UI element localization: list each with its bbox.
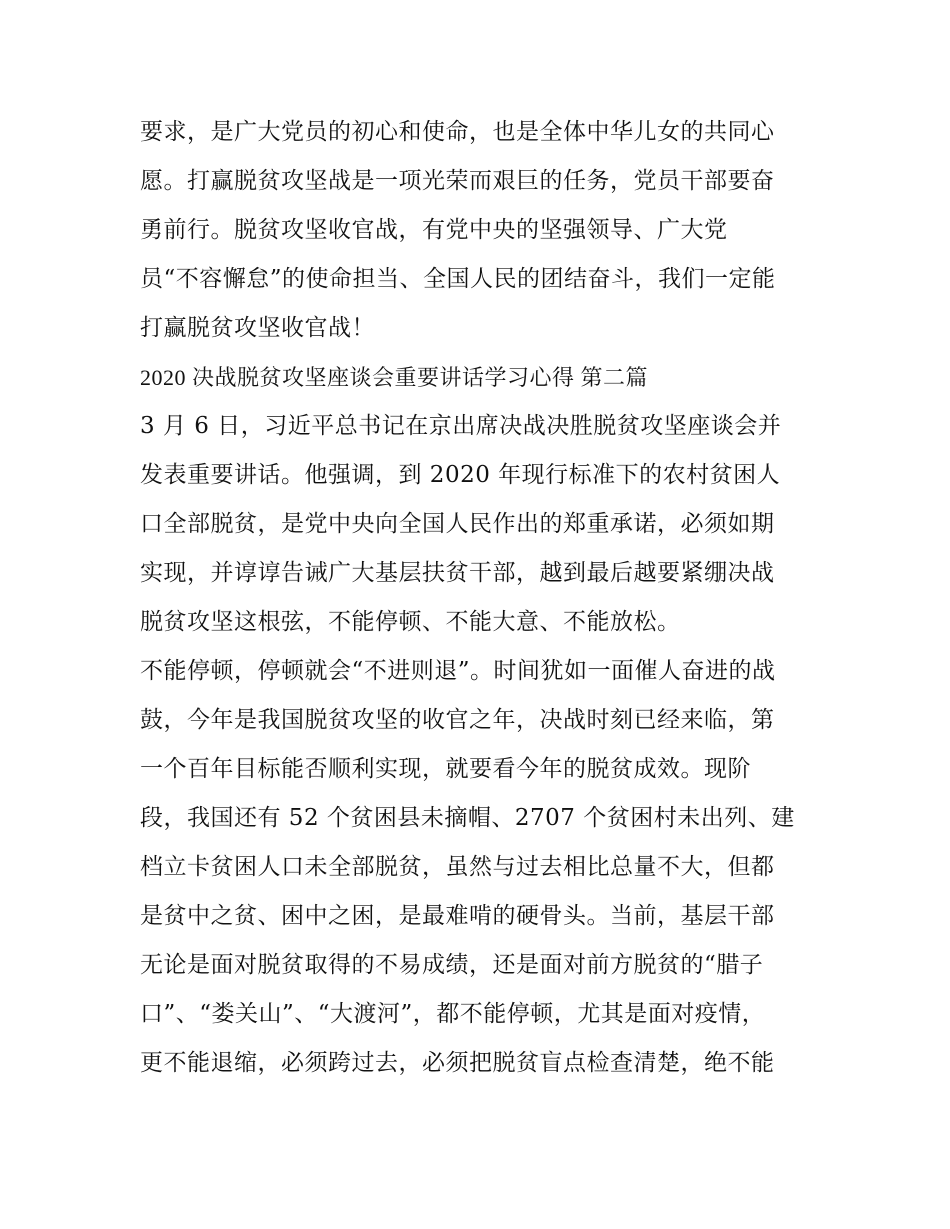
text-line: 段，我国还有 52 个贫困县未摘帽、2707 个贫困村未出列、建 xyxy=(140,805,795,831)
text-line: 一个百年目标能否顺利实现，就要看今年的脱贫成效。现阶 xyxy=(140,756,751,782)
text-line: 愿。打赢脱贫攻坚战是一项光荣而艰巨的任务，党员干部要奋 xyxy=(140,168,775,194)
text-line: 要求，是广大党员的初心和使命，也是全体中华儿女的共同心 xyxy=(140,119,775,145)
text-line: 不能停顿，停顿就会“不进则退”。时间犹如一面催人奋进的战 xyxy=(140,658,776,684)
text-line: 3 月 6 日，习近平总书记在京出席决战决胜脱贫攻坚座谈会并 xyxy=(140,413,782,439)
text-line: 鼓，今年是我国脱贫攻坚的收官之年，决战时刻已经来临，第 xyxy=(140,707,775,733)
paragraph-no-pause xyxy=(140,647,812,1088)
text-line: 更不能退缩，必须跨过去，必须把脱贫盲点检查清楚，绝不能 xyxy=(140,1050,775,1076)
text-line: 打赢脱贫攻坚收官战！ xyxy=(140,315,375,341)
text-line: 口全部脱贫，是党中央向全国人民作出的郑重承诺，必须如期 xyxy=(140,511,775,537)
paragraph-continuation xyxy=(140,108,812,353)
text-line: 脱贫攻坚这根弦，不能停顿、不能大意、不能放松。 xyxy=(140,609,681,635)
text-line: 无论是面对脱贫取得的不易成绩，还是面对前方脱贫的“腊子 xyxy=(140,952,764,978)
text-line: 是贫中之贫、困中之困，是最难啃的硬骨头。当前，基层干部 xyxy=(140,903,775,929)
text-line: 实现，并谆谆告诫广大基层扶贫干部，越到最后越要紧绷决战 xyxy=(140,560,775,586)
paragraph-intro xyxy=(140,402,812,647)
text-line: 员“不容懈怠”的使命担当、全国人民的团结奋斗，我们一定能 xyxy=(140,266,776,292)
document-body xyxy=(140,108,812,1088)
text-line: 口”、“娄关山”、“大渡河”，都不能停顿，尤其是面对疫情， xyxy=(140,1001,766,1027)
text-line: 勇前行。脱贫攻坚收官战，有党中央的坚强领导、广大党 xyxy=(140,217,728,243)
text-line: 发表重要讲话。他强调，到 2020 年现行标准下的农村贫困人 xyxy=(140,462,781,488)
section-heading: 2020 决战脱贫攻坚座谈会重要讲话学习心得 第二篇 xyxy=(140,365,649,390)
text-line: 档立卡贫困人口未全部脱贫，虽然与过去相比总量不大，但都 xyxy=(140,854,775,880)
